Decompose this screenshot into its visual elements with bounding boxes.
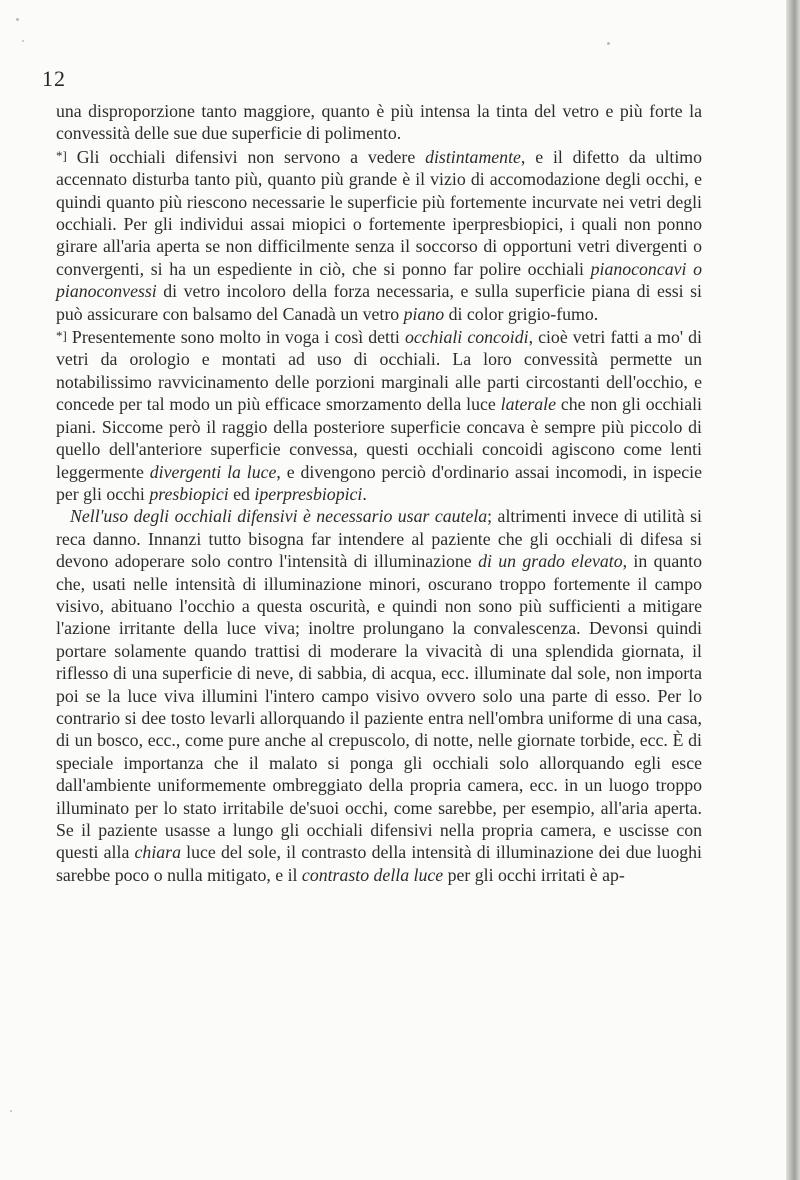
text-run: per gli occhi irritati è ap- xyxy=(443,864,625,885)
text-run: che non gli occhiali piani. Siccome però il raggio della posteriore superficie concava è sempre più piccolo di quello dell'anteriore superficie convessa, questi occhiali concoidi agiscono come lenti leggermente xyxy=(56,394,703,482)
emphasis-run: occhiali concoidi xyxy=(404,327,529,348)
page-number: 12 xyxy=(42,66,66,91)
emphasis-run: contrasto della luce xyxy=(301,864,444,885)
paragraph-cautela xyxy=(56,505,702,886)
paper-speck xyxy=(22,40,24,42)
text-run: Gli occhiali difensivi non servono a vedere xyxy=(66,146,426,167)
emphasis-run: iperpresbiopici xyxy=(254,483,363,504)
body-text xyxy=(56,100,702,886)
emphasis-run: Nell'uso degli occhiali difensivi è necessario usar cautela xyxy=(70,506,488,527)
paragraph-continuation: una disproporzione tanto maggiore, quanto è più intensa la tinta del vetro e più forte la convessità delle sue due superficie di polimento. xyxy=(56,101,702,144)
text-run: , e il difetto da ultimo accennato disturba tanto più, quanto più grande è il vizio di accomodazione degli occhi, e quindi quanto più riescono necessarie le superficie più fortemente incurvate nei vetri degli occhiali. Per gli individui assai miopici o fortemente iperpresbiopici, i quali non ponno girare all'aria aperta se non difficilmente senza il soccorso di opportuni vetri divergenti o convergenti, si ha un espediente in ciò, che si ponno far polire occhiali xyxy=(56,146,702,279)
paper-speck xyxy=(607,42,610,45)
text-run: , cioè vetri fatti a mo' di vetri da orologio e montati ad uso di occhiali. La loro convessità permette un notabilissimo ravvicinamento delle porzioni marginali alle parti circostanti dell'occhio, e concede per tal modo un più efficace smorzamento della luce xyxy=(56,327,702,415)
text-run: di color grigio-fumo. xyxy=(444,303,599,324)
text-run: , e divengono perciò d'ordinario assai incomodi, in ispecie per gli occhi xyxy=(56,461,702,504)
text-run: luce del sole, il contrasto della intensità di illuminazione dei due luoghi sarebbe poco o nulla mitigato, e il xyxy=(56,842,702,885)
text-run: ed xyxy=(228,483,255,504)
text-run: . xyxy=(362,483,367,504)
page-edge-shadow xyxy=(786,0,800,1180)
text-run: di vetro incoloro della forza necessaria, e sulla superficie piana di essi si può assicurare con balsamo del Canadà un vetro xyxy=(56,281,702,324)
text-run: ; altrimenti invece di utilità si reca danno. Innanzi tutto bisogna far intendere al paziente che gli occhiali di difesa si devono adoperare solo contro l'intensità di illuminazione xyxy=(56,506,702,572)
footnote-marker: *] xyxy=(56,328,67,344)
emphasis-run: chiara xyxy=(134,842,181,863)
emphasis-run: di un grado elevato xyxy=(478,551,623,572)
footnote-paragraph-2 xyxy=(56,325,702,505)
emphasis-run: divergenti la luce xyxy=(149,461,277,482)
text-run: , in quanto che, usati nelle intensità di illuminazione minori, oscurano troppo fortemente il campo visivo, abituano l'occhio a questa oscurità, e quindi non sono più sufficienti a mitigare l'azione irritante della luce viva; inoltre prolungano la convalescenza. Devonsi quindi portare solamente quando trattisi di moderare la vivacità di una splendida giornata, il riflesso di una superficie di neve, di sabbia, di acqua, ecc. illuminate dal sole, non importa poi se la luce viva illumini l'intero campo visivo ovvero solo una parte di esso. Per lo contrario si dee tosto levarli allorquando il paziente entra nell'ombra uniforme di una casa, di un bosco, ecc., come pure anche al crepuscolo, di notte, nelle giornate torbide, ecc. È di speciale importanza che il malato si ponga gli occhiali solo allorquando egli esce dall'ambiente uniformemente ombreggiato della propria camera, ecc. in un luogo troppo illuminato per lo stato irritabile de'suoi occhi, come sarebbe, per esempio, all'aria aperta. Se il paziente usasse a lungo gli occhiali difensivi nella propria camera, e uscisse con questi alla xyxy=(56,551,702,863)
emphasis-run: piano xyxy=(403,303,445,324)
emphasis-run: distintamente xyxy=(425,146,521,167)
emphasis-run: laterale xyxy=(500,394,556,415)
paper-speck xyxy=(10,1110,12,1112)
text-run: Presentemente sono molto in voga i così detti xyxy=(66,327,405,348)
footnote-paragraph-1 xyxy=(56,145,702,325)
emphasis-run: presbiopici xyxy=(149,483,229,504)
emphasis-run: pianoconcavi o pianoconvessi xyxy=(56,258,702,302)
paper-speck xyxy=(16,18,19,21)
footnote-marker: *] xyxy=(56,147,67,163)
